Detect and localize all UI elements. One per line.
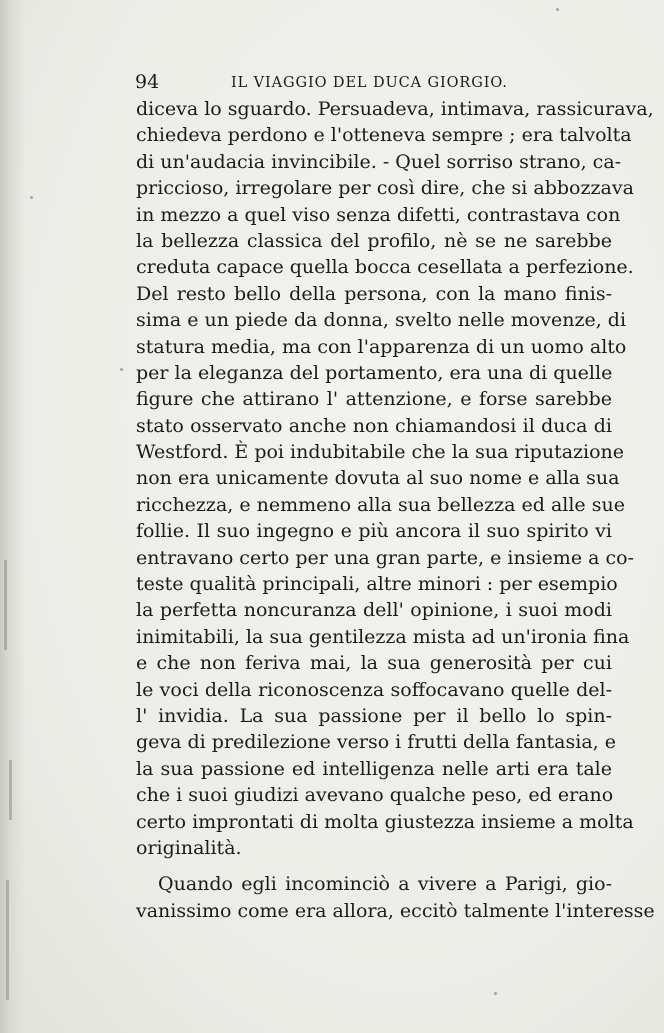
gutter-mark (4, 560, 7, 650)
text-line: di un'audacia invincibile. - Quel sorriso strano, ca- (136, 150, 622, 173)
paragraph (136, 871, 655, 924)
text-line: per la eleganza del portamento, era una di quelle (136, 361, 613, 384)
running-title: IL VIAGGIO DEL DUCA GIORGIO. (231, 75, 508, 91)
text-line: certo improntati di molta giustezza insieme a molta (136, 810, 634, 833)
binding-gutter (0, 0, 26, 1033)
text-line: e che non feriva mai, la sua generosità per cui (136, 652, 612, 675)
text-line: vanissimo come era allora, eccitò talmente l'interesse (136, 899, 655, 922)
text-line: chiedeva perdono e l'otteneva sempre ; era talvolta (136, 124, 632, 147)
text-line: statura media, ma con l'apparenza di un uomo alto (136, 335, 627, 358)
text-line: Quando egli incominciò a vivere a Parigi, gio- (158, 873, 612, 896)
text-line: geva di predilezione verso i frutti della fantasia, e (136, 731, 616, 754)
text-line: sima e un piede da donna, svelto nelle movenze, di (136, 309, 627, 332)
page-number: 94 (135, 71, 160, 93)
text-line: la sua passione ed intelligenza nelle arti era tale (136, 757, 612, 780)
text-line: Westford. È poi indubitabile che la sua riputazione (136, 441, 625, 464)
text-line: figure che attirano l' attenzione, e forse sarebbe (136, 388, 612, 411)
text-line: Del resto bello della persona, con la mano finis- (136, 282, 612, 305)
text-line: stato osservato anche non chiamandosi il duca di (136, 414, 612, 437)
text-line: la perfetta noncuranza dell' opinione, i suoi modi (136, 599, 612, 622)
paragraph (136, 96, 654, 861)
gutter-mark (9, 760, 12, 820)
text-line: follie. Il suo ingegno e più ancora il suo spirito vi (136, 520, 612, 543)
paper-speck (30, 196, 33, 199)
text-line: creduta capace quella bocca cesellata a perfezione. (136, 256, 634, 279)
text-line: le voci della riconoscenza soffocavano quelle del- (136, 678, 612, 701)
text-line: originalità. (136, 836, 242, 859)
text-line: la bellezza classica del profilo, nè se ne sarebbe (136, 229, 612, 252)
text-line: diceva lo sguardo. Persuadeva, intimava, rassicurava, (136, 98, 654, 120)
text-line: che i suoi giudizi avevano qualche peso, ed erano (136, 784, 614, 807)
text-line: entravano certo per una gran parte, e insieme a co- (136, 546, 634, 569)
paper-speck (120, 368, 123, 371)
text-line: in mezzo a quel viso senza difetti, contrastava con (136, 203, 621, 226)
paper-speck (556, 8, 559, 11)
page-header (135, 70, 615, 94)
text-line: l' invidia. La sua passione per il bello lo spin- (136, 704, 612, 727)
text-line: priccioso, irregolare per così dire, che si abbozzava (136, 177, 634, 200)
paper-speck (494, 992, 497, 995)
text-line: teste qualità principali, altre minori : per esempio (136, 573, 618, 596)
text-line: non era unicamente dovuta al suo nome e alla sua (136, 467, 620, 490)
gutter-mark (6, 880, 9, 1000)
body-text (136, 96, 655, 924)
text-line: ricchezza, e nemmeno alla sua bellezza ed alle sue (136, 493, 625, 516)
text-line: inimitabili, la sua gentilezza mista ad un'ironia fina (136, 625, 630, 648)
